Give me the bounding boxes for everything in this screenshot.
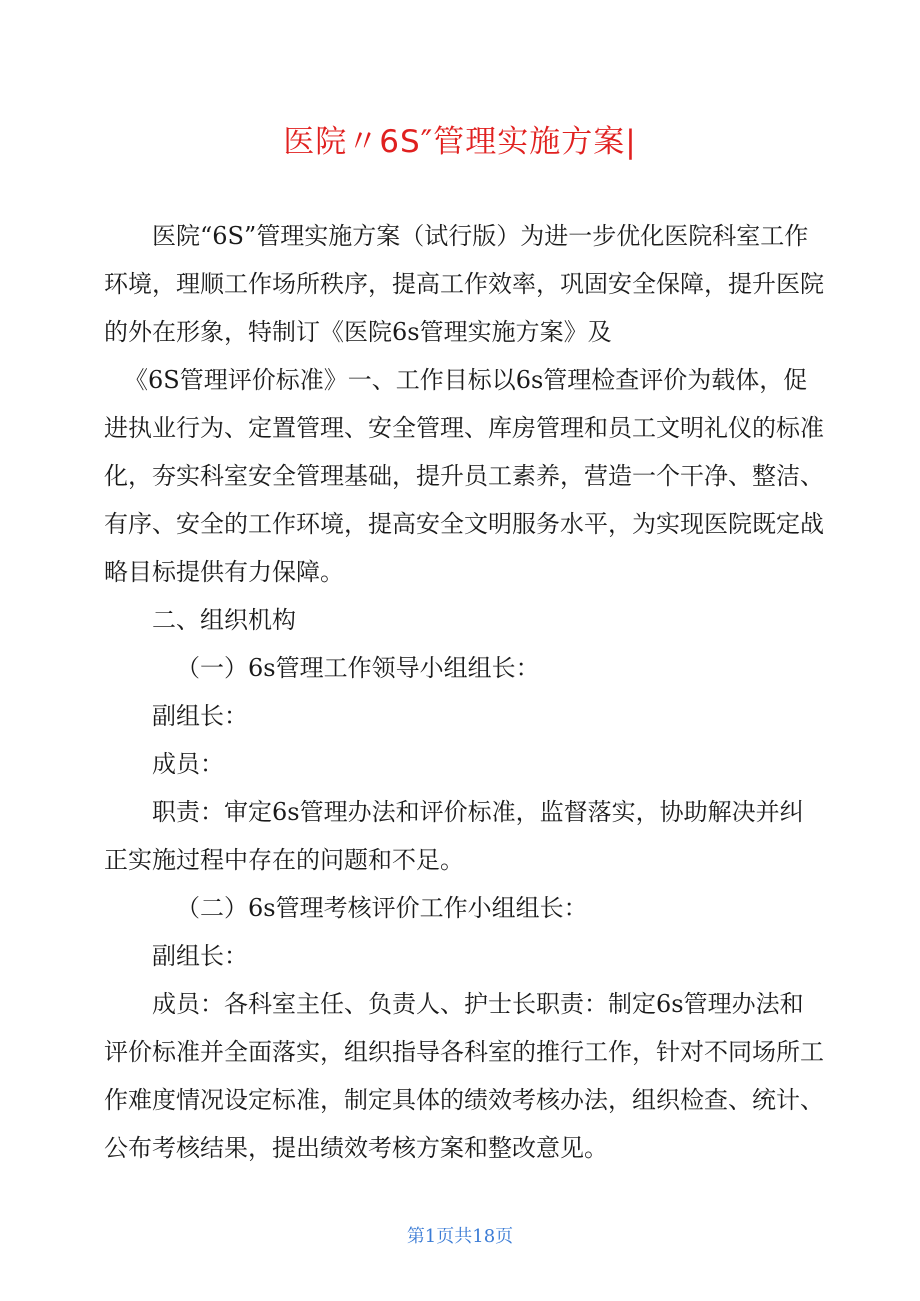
paragraph-goals: 《6S管理评价标准》一、工作目标以6s管理检查评价为载体，促进执业行为、定置管理、安全管理、库房管理和员工文明礼仪的标准化，夯实科室安全管理基础，提升员工素养，营造一个干净、整洁、有序、安全的工作环境，提高安全文明服务水平，为实现医院既定战略目标提供有力保障。	[104, 366, 824, 586]
heading-evaluation-group: （二）6s管理考核评价工作小组组长：	[176, 894, 588, 922]
document-title: 医院〃6S″管理实施方案|	[283, 124, 637, 160]
duties-1: 职责：审定6s管理办法和评价标准，监督落实，协助解决并纠正实施过程中存在的问题和不足。	[104, 798, 804, 874]
page-number: 第1页共18页	[406, 1226, 514, 1247]
vice-leader-1: 副组长：	[152, 702, 248, 730]
members-1: 成员：	[152, 750, 224, 778]
heading-leadership-group: （一）6s管理工作领导小组组长：	[176, 654, 540, 682]
document-body	[104, 212, 824, 1172]
members-duties-2: 成员：各科室主任、负责人、护士长职责：制定6s管理办法和评价标准并全面落实，组织指导各科室的推行工作，针对不同场所工作难度情况设定标准，制定具体的绩效考核办法，组织检查、统计、公布考核结果，提出绩效考核方案和整改意见。	[104, 990, 824, 1162]
paragraph-intro: 医院“6S”管理实施方案（试行版）为进一步优化医院科室工作环境，理顺工作场所秩序，提高工作效率，巩固安全保障，提升医院的外在形象，特制订《医院6s管理实施方案》及	[104, 222, 824, 346]
heading-organization: 二、组织机构	[152, 606, 296, 634]
vice-leader-2: 副组长：	[152, 942, 248, 970]
